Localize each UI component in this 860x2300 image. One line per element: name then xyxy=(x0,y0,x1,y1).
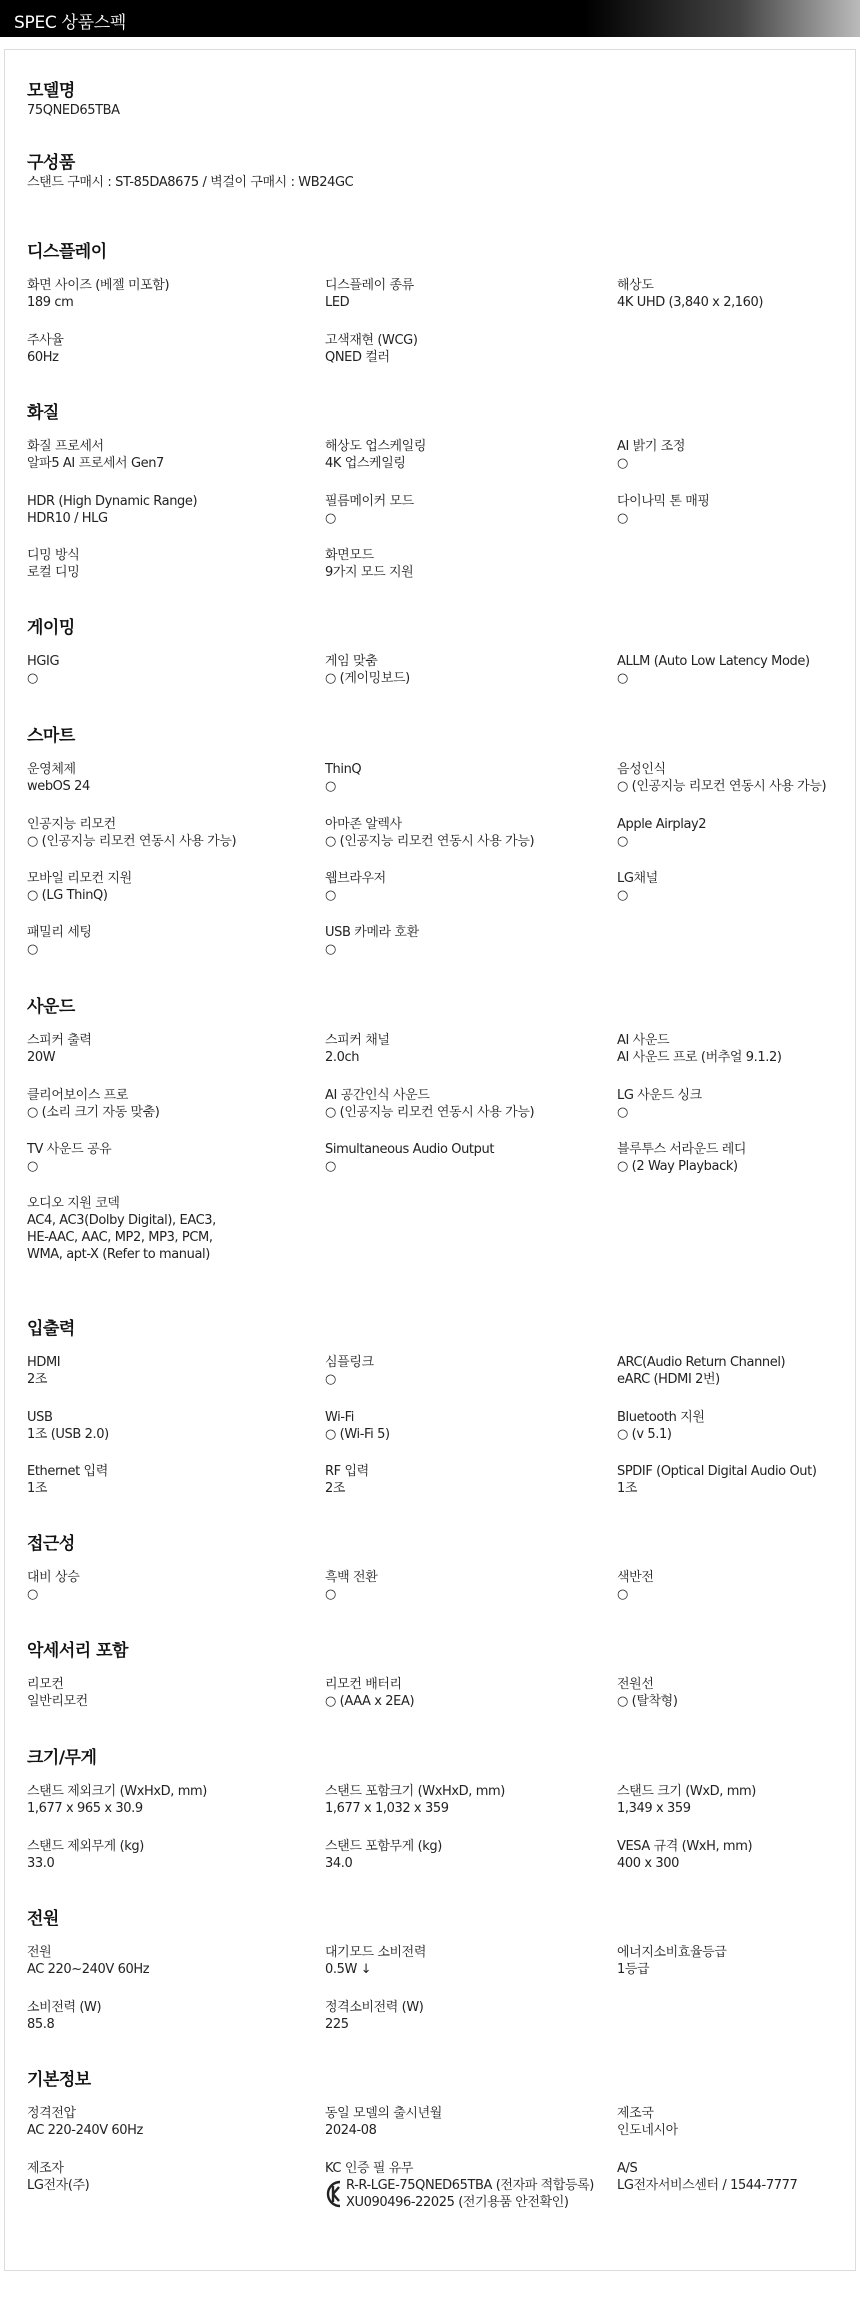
spec-value: ○ (인공지능 리모컨 연동시 사용 가능) xyxy=(617,779,827,794)
spec-label: 심플링크 xyxy=(325,1355,374,1370)
spec-item xyxy=(617,2105,860,2139)
spec-value: 1등급 xyxy=(617,1962,650,1977)
spec-label: 스피커 채널 xyxy=(325,1033,390,1048)
spec-label: 패밀리 세팅 xyxy=(27,925,92,940)
spec-label: 스탠드 제외크기 (WxHxD, mm) xyxy=(27,1784,207,1799)
spec-value: 20W xyxy=(27,1050,56,1065)
spec-item xyxy=(27,924,307,958)
spec-value: AC4, AC3(Dolby Digital), EAC3, HE-AAC, AAC, MP2, MP3, PCM, WMA, apt-X (Refer to manual) xyxy=(27,1213,216,1262)
spec-value: ○ (인공지능 리모컨 연동시 사용 가능) xyxy=(325,834,535,849)
spec-item xyxy=(325,1141,605,1175)
spec-item xyxy=(325,493,605,527)
spec-item xyxy=(325,1999,605,2033)
spec-label: Ethernet 입력 xyxy=(27,1464,108,1479)
spec-value: 33.0 xyxy=(27,1856,55,1871)
spec-label: HDMI xyxy=(27,1355,61,1370)
spec-item xyxy=(27,1783,307,1817)
spec-value: AC 220~240V 60Hz xyxy=(27,1962,150,1977)
section-power xyxy=(27,1908,847,2058)
spec-item xyxy=(617,761,860,795)
spec-label: Bluetooth 지원 xyxy=(617,1410,705,1425)
spec-label: 인공지능 리모컨 xyxy=(27,817,116,832)
spec-value: ○ (탈착형) xyxy=(617,1694,678,1709)
spec-item xyxy=(27,277,307,311)
spec-label: AI 공간인식 사운드 xyxy=(325,1088,430,1103)
spec-item xyxy=(325,1676,605,1710)
spec-value: ○ xyxy=(27,942,38,957)
spec-label: ThinQ xyxy=(325,762,362,777)
spec-label: Simultaneous Audio Output xyxy=(325,1142,495,1157)
spec-label: 해상도 업스케일링 xyxy=(325,439,426,454)
spec-item xyxy=(617,1569,860,1603)
spec-item xyxy=(27,1354,307,1388)
spec-label: AI 밝기 조정 xyxy=(617,439,686,454)
section-io xyxy=(27,1318,847,1518)
spec-value: LG전자서비스센터 / 1544-7777 xyxy=(617,2178,798,2193)
spec-value: ○ xyxy=(27,1159,38,1174)
spec-value: ○ xyxy=(325,1587,336,1602)
kc-certification-row xyxy=(325,2177,615,2211)
spec-value: ○ xyxy=(325,1159,336,1174)
spec-label: 고색재현 (WCG) xyxy=(325,333,418,348)
spec-item xyxy=(27,2160,307,2194)
spec-value: ○ xyxy=(617,671,628,686)
spec-item xyxy=(27,653,307,687)
spec-label: 화면 사이즈 (베젤 미포함) xyxy=(27,278,170,293)
spec-header-title: SPEC 상품스펙 xyxy=(14,13,127,33)
spec-item xyxy=(27,1141,307,1175)
spec-label: 스탠드 제외무게 (kg) xyxy=(27,1839,144,1854)
spec-item xyxy=(325,2105,605,2139)
components-block xyxy=(27,152,353,191)
spec-value: 알파5 AI 프로세서 Gen7 xyxy=(27,456,164,471)
spec-item xyxy=(617,1463,860,1497)
spec-item xyxy=(27,761,307,795)
section-picture-quality xyxy=(27,402,847,602)
spec-value: ○ xyxy=(325,888,336,903)
spec-label: LG 사운드 싱크 xyxy=(617,1088,702,1103)
spec-item xyxy=(617,1944,860,1978)
spec-item xyxy=(325,1838,605,1872)
spec-label: 다이나믹 톤 매핑 xyxy=(617,494,710,509)
spec-label: 주사율 xyxy=(27,333,64,348)
spec-item xyxy=(325,1032,605,1066)
spec-item xyxy=(325,277,605,311)
spec-item xyxy=(617,1087,860,1121)
spec-value: 2조 xyxy=(325,1481,346,1496)
spec-label: VESA 규격 (WxH, mm) xyxy=(617,1839,753,1854)
spec-label: 동일 모델의 출시년월 xyxy=(325,2106,442,2121)
spec-label: AI 사운드 xyxy=(617,1033,670,1048)
section-title: 사운드 xyxy=(27,997,75,1017)
spec-header-bar xyxy=(0,0,860,37)
spec-label: USB 카메라 호환 xyxy=(325,925,419,940)
spec-value: 인도네시아 xyxy=(617,2123,678,2138)
spec-label: TV 사운드 공유 xyxy=(27,1142,112,1157)
spec-label: Apple Airplay2 xyxy=(617,817,707,832)
spec-label: Wi-Fi xyxy=(325,1410,355,1425)
spec-value: ○ (Wi-Fi 5) xyxy=(325,1427,390,1442)
spec-item xyxy=(325,1354,605,1388)
spec-label: HDR (High Dynamic Range) xyxy=(27,494,198,509)
spec-value: ○ (v 5.1) xyxy=(617,1427,672,1442)
spec-label: A/S xyxy=(617,2161,638,2176)
spec-value: 9가지 모드 지원 xyxy=(325,565,414,580)
spec-value: AI 사운드 프로 (버추얼 9.1.2) xyxy=(617,1050,782,1065)
spec-item xyxy=(325,761,605,795)
spec-item xyxy=(325,1463,605,1497)
spec-item xyxy=(325,1087,605,1121)
section-basic-info xyxy=(27,2069,847,2249)
spec-value: ○ (AAA x 2EA) xyxy=(325,1694,415,1709)
spec-value: 4K UHD (3,840 x 2,160) xyxy=(617,295,764,310)
spec-label: 제조국 xyxy=(617,2106,654,2121)
spec-item xyxy=(325,1409,605,1443)
spec-item xyxy=(325,438,605,472)
spec-item xyxy=(325,332,605,366)
spec-value: ○ xyxy=(617,834,628,849)
spec-value: ○ xyxy=(325,942,336,957)
spec-label: 리모컨 배터리 xyxy=(325,1677,402,1692)
spec-item xyxy=(617,1676,860,1710)
spec-item xyxy=(27,870,307,904)
spec-value: ○ xyxy=(617,1105,628,1120)
spec-item xyxy=(617,653,860,687)
spec-item xyxy=(27,1838,307,1872)
spec-item xyxy=(617,1354,860,1388)
spec-item xyxy=(27,1676,307,1710)
spec-value: ○ xyxy=(325,511,336,526)
section-title: 전원 xyxy=(27,1909,59,1929)
spec-value: ○ (인공지능 리모컨 연동시 사용 가능) xyxy=(27,834,237,849)
spec-value: ○ xyxy=(325,1372,336,1387)
spec-value: ○ (인공지능 리모컨 연동시 사용 가능) xyxy=(325,1105,535,1120)
section-title: 접근성 xyxy=(27,1534,75,1554)
spec-label: 블루투스 서라운드 레디 xyxy=(617,1142,747,1157)
spec-label: 디스플레이 종류 xyxy=(325,278,414,293)
spec-label: 리모컨 xyxy=(27,1677,64,1692)
spec-item xyxy=(27,1463,307,1497)
spec-label: HGIG xyxy=(27,654,60,669)
spec-label: 제조자 xyxy=(27,2161,64,2176)
spec-item xyxy=(617,1409,860,1443)
spec-value: ○ xyxy=(27,1587,38,1602)
section-sound xyxy=(27,996,847,1296)
spec-item xyxy=(27,438,307,472)
spec-value: 로컬 디밍 xyxy=(27,565,80,580)
spec-item xyxy=(617,1032,860,1066)
spec-value: 2.0ch xyxy=(325,1050,360,1065)
spec-value: 1조 xyxy=(27,1481,48,1496)
section-accessories xyxy=(27,1640,847,1730)
spec-item xyxy=(617,1141,860,1175)
model-block xyxy=(27,80,120,119)
spec-label: 해상도 xyxy=(617,278,654,293)
spec-item xyxy=(27,332,307,366)
section-smart xyxy=(27,725,847,995)
spec-item xyxy=(617,1838,860,1872)
model-value: 75QNED65TBA xyxy=(27,103,120,118)
spec-item xyxy=(617,277,860,311)
spec-label: 소비전력 (W) xyxy=(27,2000,102,2015)
spec-item xyxy=(617,2160,860,2194)
spec-item xyxy=(27,1087,307,1121)
section-gaming xyxy=(27,617,847,707)
spec-item xyxy=(27,1195,307,1263)
spec-value: 225 xyxy=(325,2017,349,2032)
model-label: 모델명 xyxy=(27,81,75,101)
spec-value: ○ (2 Way Playback) xyxy=(617,1159,738,1174)
spec-item xyxy=(617,1783,860,1817)
spec-value: ○ (LG ThinQ) xyxy=(27,888,108,903)
spec-label: 대기모드 소비전력 xyxy=(325,1945,426,1960)
spec-label: 화질 프로세서 xyxy=(27,439,104,454)
spec-value: ○ (소리 크기 자동 맞춤) xyxy=(27,1105,160,1120)
spec-value: LED xyxy=(325,295,350,310)
spec-label: 에너지소비효율등급 xyxy=(617,1945,727,1960)
spec-value: ○ xyxy=(27,671,38,686)
spec-label: 웹브라우저 xyxy=(325,871,386,886)
spec-item xyxy=(27,1409,307,1443)
spec-item xyxy=(27,1032,307,1066)
kc-mark-icon xyxy=(325,2179,343,2209)
spec-label: 클리어보이스 프로 xyxy=(27,1088,128,1103)
section-title: 입출력 xyxy=(27,1319,75,1339)
spec-value: 0.5W ↓ xyxy=(325,1962,372,1977)
spec-item xyxy=(617,816,860,850)
spec-value: 일반리모컨 xyxy=(27,1694,88,1709)
spec-value: ○ xyxy=(325,779,336,794)
spec-label: LG채널 xyxy=(617,871,658,886)
spec-label: 음성인식 xyxy=(617,762,666,777)
spec-value: 2조 xyxy=(27,1372,48,1387)
spec-value: ○ xyxy=(617,1587,628,1602)
spec-item xyxy=(617,870,860,904)
kc-certification-item xyxy=(325,2160,615,2211)
section-title: 크기/무게 xyxy=(27,1748,97,1768)
spec-item xyxy=(325,870,605,904)
section-title: 악세서리 포함 xyxy=(27,1641,128,1661)
spec-label: 스탠드 포함크기 (WxHxD, mm) xyxy=(325,1784,505,1799)
spec-item xyxy=(27,1999,307,2033)
spec-label: ALLM (Auto Low Latency Mode) xyxy=(617,654,810,669)
spec-item xyxy=(27,2105,307,2139)
spec-value: 1조 xyxy=(617,1481,638,1496)
spec-item xyxy=(325,1944,605,1978)
spec-item xyxy=(617,438,860,472)
spec-item xyxy=(325,653,605,687)
spec-item xyxy=(325,816,605,850)
spec-item xyxy=(325,924,605,958)
spec-label: 오디오 지원 코덱 xyxy=(27,1196,120,1211)
spec-value: ○ (게이밍보드) xyxy=(325,671,410,686)
components-label: 구성품 xyxy=(27,153,75,173)
spec-label: 모바일 리모컨 지원 xyxy=(27,871,132,886)
spec-value: QNED 컬러 xyxy=(325,350,390,365)
spec-label: USB xyxy=(27,1410,53,1425)
spec-value: AC 220-240V 60Hz xyxy=(27,2123,143,2138)
section-title: 기본정보 xyxy=(27,2070,91,2090)
spec-value: ○ xyxy=(617,511,628,526)
spec-value: 2024-08 xyxy=(325,2123,377,2138)
spec-value: 400 x 300 xyxy=(617,1856,679,1871)
spec-label: 스탠드 크기 (WxD, mm) xyxy=(617,1784,756,1799)
spec-value: 1조 (USB 2.0) xyxy=(27,1427,109,1442)
spec-value: 189 cm xyxy=(27,295,74,310)
spec-value: 1,677 x 1,032 x 359 xyxy=(325,1801,449,1816)
spec-item xyxy=(27,1569,307,1603)
spec-value: 4K 업스케일링 xyxy=(325,456,406,471)
spec-label: 전원 xyxy=(27,1945,52,1960)
spec-value: webOS 24 xyxy=(27,779,90,794)
spec-value: 85.8 xyxy=(27,2017,55,2032)
spec-label: 아마존 알렉사 xyxy=(325,817,402,832)
spec-label: 필름메이커 모드 xyxy=(325,494,414,509)
spec-label: SPDIF (Optical Digital Audio Out) xyxy=(617,1464,817,1479)
kc-certification-lines xyxy=(346,2177,594,2211)
components-value: 스탠드 구매시 : ST-85DA8675 / 벽걸이 구매시 : WB24GC xyxy=(27,175,354,190)
spec-label: 정격전압 xyxy=(27,2106,76,2121)
spec-value: LG전자(주) xyxy=(27,2178,90,2193)
spec-label: 색반전 xyxy=(617,1570,654,1585)
spec-label: 게임 맞춤 xyxy=(325,654,378,669)
spec-label: 대비 상승 xyxy=(27,1570,80,1585)
spec-label: 흑백 전환 xyxy=(325,1570,378,1585)
spec-item xyxy=(325,1569,605,1603)
section-title: 게이밍 xyxy=(27,618,75,638)
spec-value: 1,349 x 359 xyxy=(617,1801,691,1816)
spec-label: 화면모드 xyxy=(325,548,374,563)
spec-value: ○ xyxy=(617,888,628,903)
spec-sheet xyxy=(4,49,856,2271)
spec-item xyxy=(27,816,307,850)
spec-label: KC 인증 필 유무 xyxy=(325,2161,414,2176)
section-size-weight xyxy=(27,1747,847,1897)
kc-emc-registration: R-R-LGE-75QNED65TBA (전자파 적합등록) xyxy=(346,2178,594,2193)
spec-value: 34.0 xyxy=(325,1856,353,1871)
spec-item xyxy=(325,1783,605,1817)
kc-safety-confirmation: XU090496-22025 (전기용품 안전확인) xyxy=(346,2195,569,2210)
spec-label: RF 입력 xyxy=(325,1464,369,1479)
spec-value: 60Hz xyxy=(27,350,59,365)
spec-label: 정격소비전력 (W) xyxy=(325,2000,424,2015)
spec-label: ARC(Audio Return Channel) xyxy=(617,1355,786,1370)
section-title: 화질 xyxy=(27,403,59,423)
section-display xyxy=(27,241,847,391)
spec-value: eARC (HDMI 2번) xyxy=(617,1372,720,1387)
spec-label: 스탠드 포함무게 (kg) xyxy=(325,1839,442,1854)
spec-label: 디밍 방식 xyxy=(27,548,80,563)
spec-value: HDR10 / HLG xyxy=(27,511,108,526)
section-title: 스마트 xyxy=(27,726,75,746)
spec-item xyxy=(617,493,860,527)
spec-value: 1,677 x 965 x 30.9 xyxy=(27,1801,143,1816)
section-title: 디스플레이 xyxy=(27,242,107,262)
section-accessibility xyxy=(27,1533,847,1623)
spec-item xyxy=(325,547,605,581)
spec-label: 스피커 출력 xyxy=(27,1033,92,1048)
spec-item xyxy=(27,493,307,527)
spec-item xyxy=(27,547,307,581)
spec-label: 전원선 xyxy=(617,1677,654,1692)
spec-label: 운영체제 xyxy=(27,762,76,777)
spec-value: ○ xyxy=(617,456,628,471)
spec-item xyxy=(27,1944,307,1978)
